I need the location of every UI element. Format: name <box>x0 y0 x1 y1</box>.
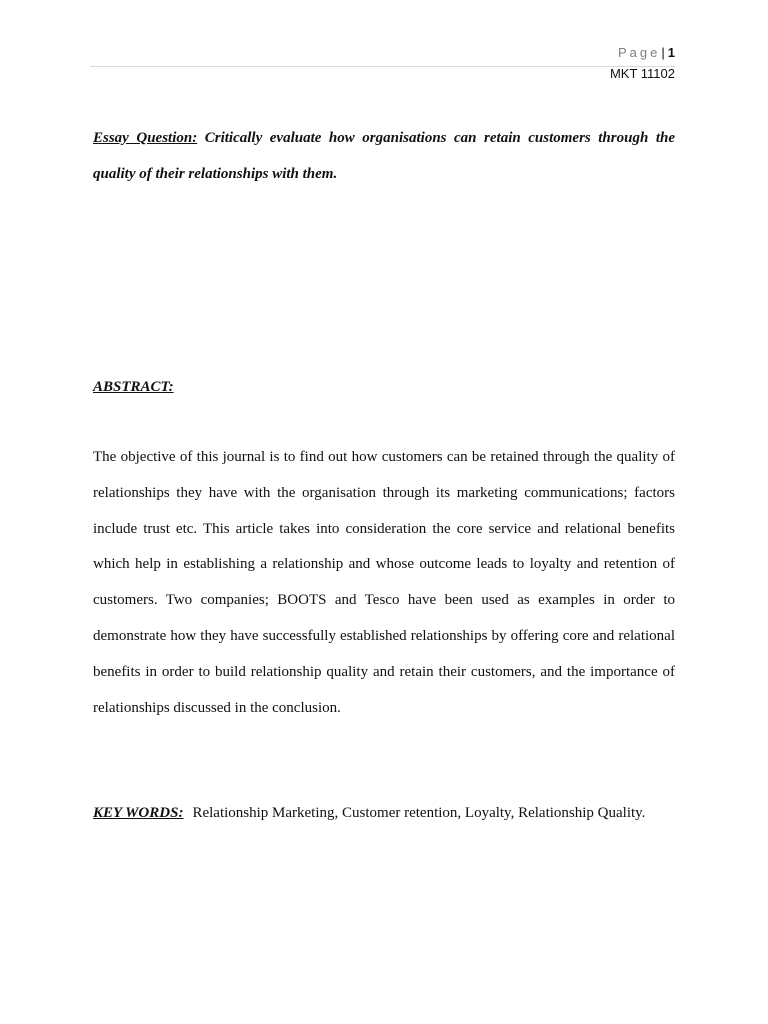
essay-question-text: Critically evaluate how organisations can retain customers through the quality of their relationships with them. <box>93 130 675 182</box>
keywords-label: KEY WORDS: <box>93 805 184 821</box>
keywords-text: Relationship Marketing, Customer retention, Loyalty, Relationship Quality. <box>192 805 646 821</box>
page-number: 1 <box>667 45 675 60</box>
essay-question-label: Essay Question: <box>93 130 198 146</box>
page-separator: | <box>661 45 665 60</box>
course-code: MKT 11102 <box>609 66 675 81</box>
page-header <box>90 44 675 67</box>
page-number-indicator <box>618 44 675 62</box>
abstract-heading: ABSTRACT: <box>93 379 174 395</box>
keywords-line <box>93 802 693 824</box>
essay-question <box>93 120 675 192</box>
abstract-body: The objective of this journal is to find out how customers can be retained through the quality of relationships they have with the organisation through its marketing communications; factors include trust etc. This article takes into consideration the core service and relational benefits which help in establishing a relationship and whose outcome leads to loyalty and retention of customers. Two companies; BOOTS and Tesco have been used as examples in order to demonstrate how they have successfully established relationships by offering core and relational benefits in order to build relationship quality and retain their customers, and the importance of relationships discussed in the conclusion. <box>93 449 675 716</box>
page-label: Page <box>618 45 661 60</box>
